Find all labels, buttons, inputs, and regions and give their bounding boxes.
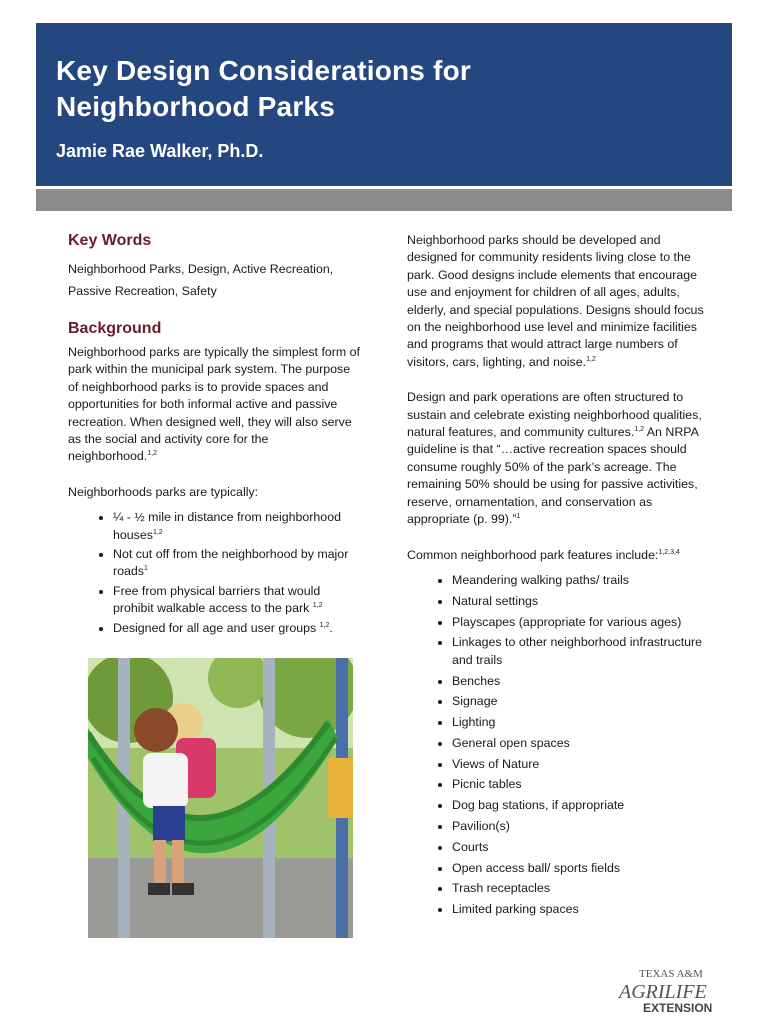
feature-item: • Natural settings	[452, 593, 707, 610]
feature-item: • Trash receptacles	[452, 880, 707, 897]
header-banner	[36, 23, 732, 186]
keywords-heading: Key Words	[68, 232, 152, 249]
left-column	[68, 232, 360, 639]
logo-line-2: AGRILIFE	[619, 981, 707, 1003]
agrilife-logo	[615, 965, 735, 1015]
features-intro-text: Common neighborhood park features include:	[407, 547, 659, 562]
logo-line-3: EXTENSION	[643, 1001, 713, 1015]
list-item-text: ¼ - ½ mile in distance from neighborhood houses	[113, 510, 341, 542]
agrilife-logo-mark	[615, 965, 735, 1015]
feature-item: • Benches	[452, 673, 707, 690]
playground-illustration	[88, 658, 353, 938]
keywords-line-1: Neighborhood Parks, Design, Active Recreation,	[68, 262, 334, 276]
list-item-text: Free from physical barriers that would prohibit walkable access to the park	[113, 583, 321, 616]
typical-list	[68, 509, 360, 637]
features-list	[407, 572, 707, 919]
feature-item: • Meandering walking paths/ trails	[452, 572, 707, 589]
list-item	[113, 583, 360, 618]
keywords-line-2: Passive Recreation, Safety	[68, 284, 217, 298]
list-item-tail: .	[329, 620, 333, 635]
citation: 1,2	[634, 426, 645, 434]
typical-intro: Neighborhoods parks are typically:	[68, 484, 259, 499]
feature-item: • General open spaces	[452, 735, 707, 752]
feature-item: • Linkages to other neighborhood infrastructure and trails	[452, 634, 707, 669]
page-title	[56, 53, 712, 125]
title-line-1: Key Design Considerations for	[56, 55, 471, 86]
feature-item: • Lighting	[452, 714, 707, 731]
citation: 1,2	[319, 621, 330, 629]
list-item-text: Not cut off from the neighborhood by major roads	[113, 547, 349, 579]
list-item	[113, 620, 360, 637]
background-paragraph-text: Neighborhood parks are typically the simplest form of park within the municipal park system. The purpose of neighborhood parks is to provide spaces and opportunities for both informal active and passive recreation. When designed well, they will also serve as the social and activity core for the neighborhood.	[68, 345, 361, 464]
citation: 1,2	[147, 450, 157, 458]
feature-item: • Dog bag stations, if appropriate	[452, 797, 707, 814]
list-item	[113, 509, 360, 544]
feature-item: • Views of Nature	[452, 756, 707, 773]
list-item	[113, 546, 360, 581]
operations-paragraph	[407, 389, 707, 528]
title-line-2: Neighborhood Parks	[56, 91, 335, 122]
background-heading: Background	[68, 320, 162, 337]
feature-item: • Picnic tables	[452, 776, 707, 793]
divider-bar	[36, 189, 732, 211]
keywords-text	[68, 258, 360, 302]
feature-item: • Courts	[452, 839, 707, 856]
citation: 1,2	[586, 355, 596, 363]
citation: 1	[144, 565, 148, 573]
citation: 1,2	[312, 602, 323, 610]
background-paragraph	[68, 344, 360, 466]
citation: 1,2	[152, 528, 163, 536]
author: Jamie Rae Walker, Ph.D.	[56, 141, 264, 161]
feature-item: • Signage	[452, 693, 707, 710]
right-column	[407, 232, 707, 922]
logo-line-1: TEXAS A&M	[639, 968, 703, 980]
feature-item: • Limited parking spaces	[452, 901, 707, 918]
playground-photo	[88, 658, 353, 938]
operations-text-b: An NRPA guideline is that “…active recreation spaces should consume roughly 50% of the park’s acreage. The remaining 50% should be using for passive activities, reserve, ornamentation, and conservation as appropriate (p. 99).”	[407, 425, 699, 527]
feature-item: • Playscapes (appropriate for various ages)	[452, 614, 707, 631]
design-paragraph-text: Neighborhood parks should be developed and designed for community residents living close to the park. Good designs include elements that encourage use and enjoyment for children of all ages, adults, elderly, and special populations. Designs should focus on the neighborhood use level and minimize facilities and programs that would attract large numbers of visitors, cars, lighting, and noise.	[407, 233, 704, 369]
citation: 1	[516, 513, 521, 521]
citation: 1,2,3,4	[658, 548, 680, 556]
feature-item: • Pavilion(s)	[452, 818, 707, 835]
feature-item: • Open access ball/ sports fields	[452, 860, 707, 877]
list-item-text: Designed for all age and user groups	[113, 620, 320, 635]
operations-text-a: Design and park operations are often structured to sustain and celebrate existing neighborhood qualities, natural features, and community cultures.	[407, 390, 702, 440]
features-intro	[407, 547, 707, 564]
design-paragraph	[407, 232, 707, 371]
